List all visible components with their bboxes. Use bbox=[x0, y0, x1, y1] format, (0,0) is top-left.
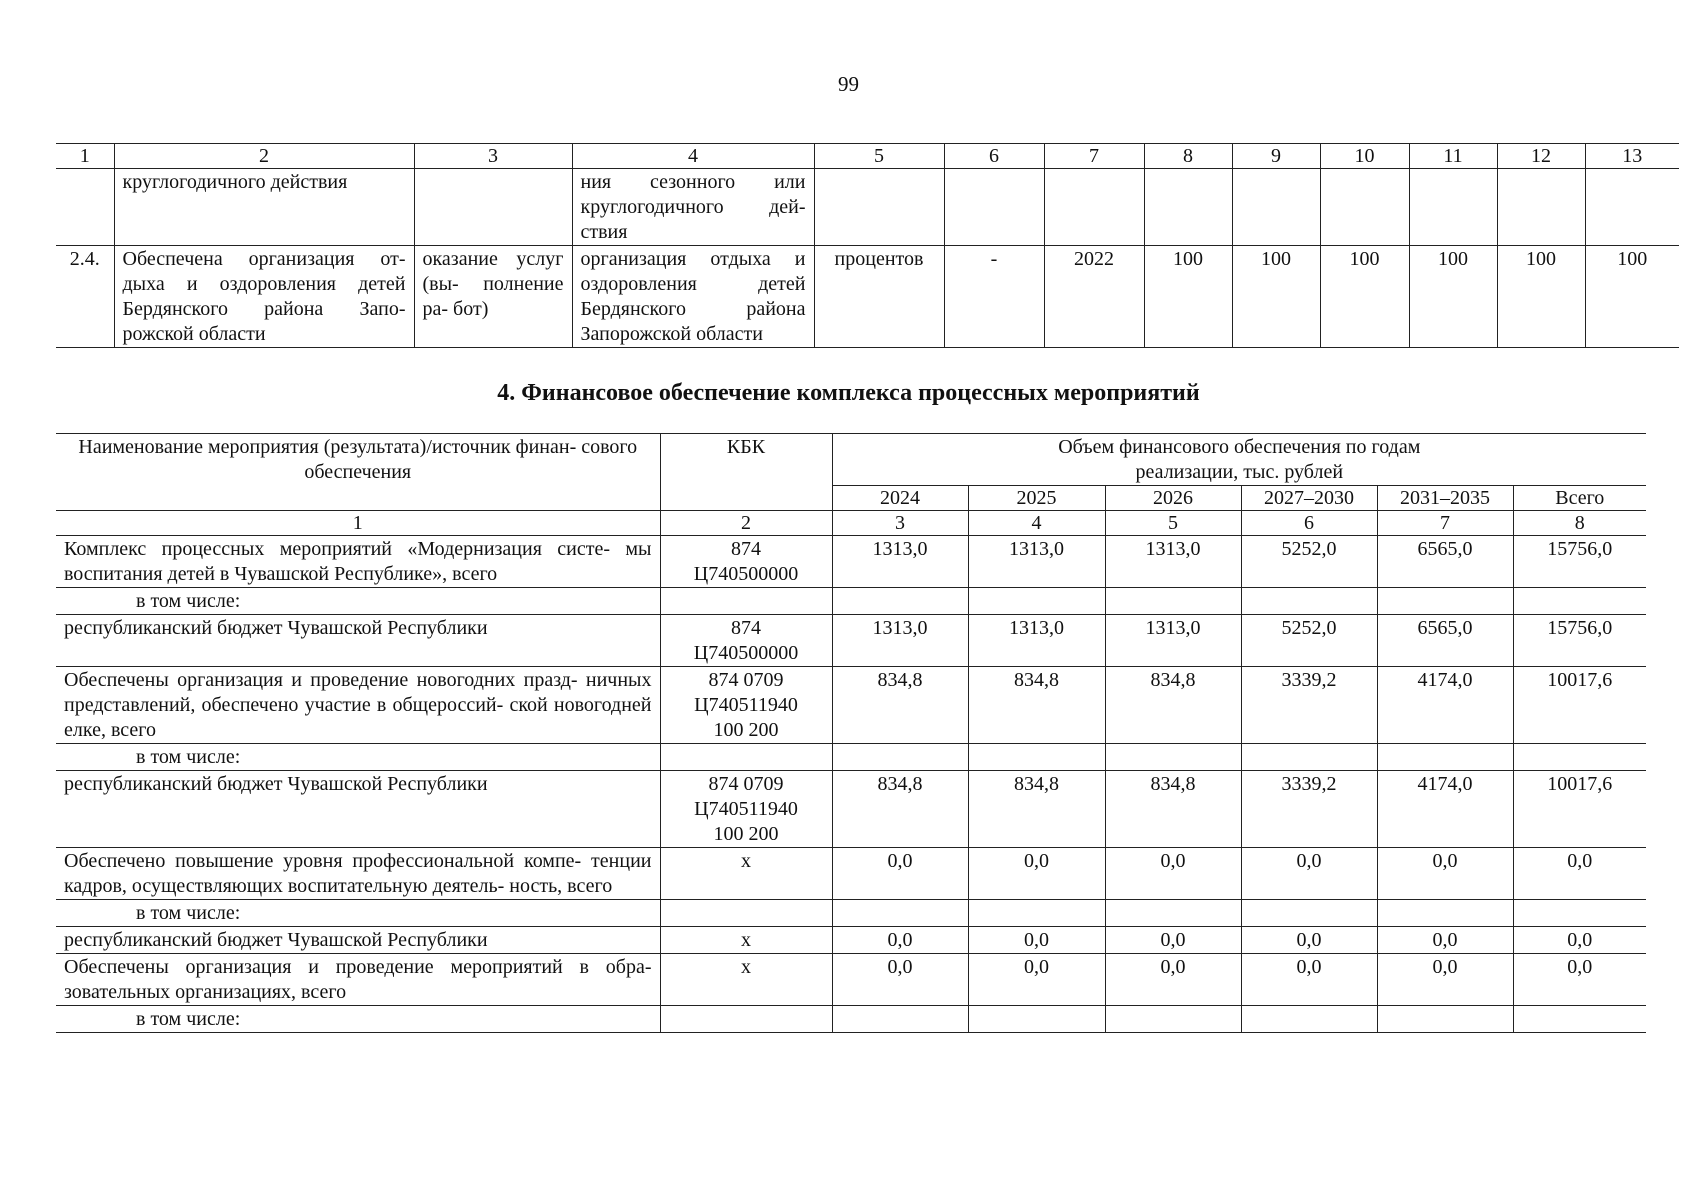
kbk-cell bbox=[660, 848, 832, 900]
column-number-row bbox=[56, 511, 1646, 536]
amount-cell: 4174,0 bbox=[1377, 667, 1513, 744]
amount-cell bbox=[1241, 900, 1377, 927]
amount-cell: 1313,0 bbox=[1105, 536, 1241, 588]
amount-cell bbox=[832, 900, 968, 927]
result-description: организация отдыха и оздоровления детей Бердянского района Запорожской области bbox=[572, 246, 814, 348]
amount-cell bbox=[968, 744, 1105, 771]
amount-cell: 0,0 bbox=[968, 954, 1105, 1006]
value-cell bbox=[1144, 169, 1232, 246]
amount-cell bbox=[1377, 744, 1513, 771]
amount-cell bbox=[1105, 744, 1241, 771]
column-number: 11 bbox=[1409, 144, 1497, 169]
amount-cell bbox=[1513, 744, 1646, 771]
amount-cell bbox=[1105, 1006, 1241, 1033]
kbk-code-line: 874 bbox=[731, 538, 761, 560]
year-header: 2031–2035 bbox=[1377, 486, 1513, 511]
kbk-code-line: х bbox=[741, 956, 751, 978]
header-kbk: КБК bbox=[660, 434, 832, 511]
header-volume: Объем финансового обеспечения по годам реализации, тыс. рублей bbox=[832, 434, 1646, 486]
column-number: 6 bbox=[944, 144, 1044, 169]
column-number: 6 bbox=[1241, 511, 1377, 536]
amount-cell: 1313,0 bbox=[1105, 615, 1241, 667]
page-number: 99 bbox=[838, 72, 859, 96]
activity-name: республиканский бюджет Чувашской Республики bbox=[56, 771, 660, 848]
column-number: 5 bbox=[1105, 511, 1241, 536]
table-row bbox=[56, 536, 1646, 588]
kbk-code-line: Ц740500000 bbox=[693, 642, 799, 664]
amount-cell: 0,0 bbox=[1105, 954, 1241, 1006]
row-number: 2.4. bbox=[56, 246, 114, 348]
value-cell: 100 bbox=[1232, 246, 1320, 348]
column-number: 8 bbox=[1144, 144, 1232, 169]
amount-cell: 3339,2 bbox=[1241, 771, 1377, 848]
activity-name: Комплекс процессных мероприятий «Модернизация систе- мы воспитания детей в Чувашской Республике», всего bbox=[56, 536, 660, 588]
value-cell bbox=[1409, 169, 1497, 246]
kbk-code-line: 874 0709 bbox=[708, 669, 784, 691]
table-row bbox=[56, 771, 1646, 848]
finance-table bbox=[56, 433, 1646, 1033]
result-type: оказание услуг (вы- полнение ра- бот) bbox=[414, 246, 572, 348]
table-row bbox=[56, 615, 1646, 667]
amount-cell: 0,0 bbox=[968, 927, 1105, 954]
table-row bbox=[56, 954, 1646, 1006]
table-row bbox=[56, 246, 1679, 348]
activity-name: республиканский бюджет Чувашской Республики bbox=[56, 615, 660, 667]
table-row bbox=[56, 927, 1646, 954]
amount-cell: 3339,2 bbox=[1241, 667, 1377, 744]
kbk-code-line: 874 bbox=[731, 617, 761, 639]
value-cell: - bbox=[944, 246, 1044, 348]
year-header: 2025 bbox=[968, 486, 1105, 511]
column-number: 12 bbox=[1497, 144, 1585, 169]
kbk-code-line: Ц740511940 bbox=[694, 798, 798, 820]
amount-cell: 15756,0 bbox=[1513, 536, 1646, 588]
amount-cell bbox=[1105, 900, 1241, 927]
table-row bbox=[56, 900, 1646, 927]
amount-cell: 0,0 bbox=[1377, 927, 1513, 954]
amount-cell bbox=[1377, 588, 1513, 615]
header-name: Наименование мероприятия (результата)/источник финан- сового обеспечения bbox=[56, 434, 660, 511]
kbk-cell bbox=[660, 667, 832, 744]
value-cell: 100 bbox=[1585, 246, 1679, 348]
value-cell: 100 bbox=[1409, 246, 1497, 348]
amount-cell: 0,0 bbox=[1513, 954, 1646, 1006]
value-cell bbox=[1497, 169, 1585, 246]
amount-cell: 1313,0 bbox=[968, 536, 1105, 588]
amount-cell bbox=[1377, 900, 1513, 927]
amount-cell bbox=[832, 1006, 968, 1033]
kbk-code-line: 100 200 bbox=[713, 823, 779, 845]
result-type bbox=[414, 169, 572, 246]
amount-cell: 0,0 bbox=[1105, 848, 1241, 900]
kbk-code-line: 874 0709 bbox=[708, 773, 784, 795]
amount-cell bbox=[832, 588, 968, 615]
amount-cell: 834,8 bbox=[832, 771, 968, 848]
amount-cell bbox=[1105, 588, 1241, 615]
kbk-code-line: 100 200 bbox=[713, 719, 779, 741]
kbk-code-line: Ц740511940 bbox=[694, 694, 798, 716]
value-cell bbox=[1585, 169, 1679, 246]
amount-cell bbox=[832, 744, 968, 771]
column-number: 5 bbox=[814, 144, 944, 169]
value-cell: 100 bbox=[1320, 246, 1409, 348]
amount-cell: 10017,6 bbox=[1513, 667, 1646, 744]
amount-cell bbox=[968, 1006, 1105, 1033]
column-number: 4 bbox=[968, 511, 1105, 536]
header-row bbox=[56, 434, 1646, 486]
column-number: 3 bbox=[832, 511, 968, 536]
kbk-code-line: Ц740500000 bbox=[693, 563, 799, 585]
amount-cell: 10017,6 bbox=[1513, 771, 1646, 848]
column-number: 7 bbox=[1377, 511, 1513, 536]
column-number: 8 bbox=[1513, 511, 1646, 536]
unit-cell: процентов bbox=[814, 246, 944, 348]
kbk-cell bbox=[660, 954, 832, 1006]
amount-cell: 0,0 bbox=[1241, 927, 1377, 954]
amount-cell bbox=[1241, 1006, 1377, 1033]
column-number: 1 bbox=[56, 144, 114, 169]
amount-cell: 0,0 bbox=[1241, 848, 1377, 900]
finance-body bbox=[56, 536, 1646, 1033]
value-cell bbox=[1320, 169, 1409, 246]
column-number: 13 bbox=[1585, 144, 1679, 169]
column-number-row bbox=[56, 144, 1679, 169]
column-number: 7 bbox=[1044, 144, 1144, 169]
amount-cell: 6565,0 bbox=[1377, 536, 1513, 588]
subtotal-label: в том числе: bbox=[56, 588, 660, 615]
kbk-code-line: х bbox=[741, 850, 751, 872]
amount-cell: 4174,0 bbox=[1377, 771, 1513, 848]
activity-name: республиканский бюджет Чувашской Республики bbox=[56, 927, 660, 954]
amount-cell: 1313,0 bbox=[968, 615, 1105, 667]
subtotal-label: в том числе: bbox=[56, 744, 660, 771]
amount-cell: 0,0 bbox=[968, 848, 1105, 900]
amount-cell: 0,0 bbox=[1241, 954, 1377, 1006]
activity-name: Обеспечены организация и проведение мероприятий в обра- зовательных организациях, всего bbox=[56, 954, 660, 1006]
column-number: 2 bbox=[114, 144, 414, 169]
amount-cell: 834,8 bbox=[968, 667, 1105, 744]
column-number: 4 bbox=[572, 144, 814, 169]
kbk-cell bbox=[660, 771, 832, 848]
activity-name: Обеспечены организация и проведение новогодних празд- ничных представлений, обеспечено участие в общероссий- ской новогодней елке, всего bbox=[56, 667, 660, 744]
indicators-table bbox=[56, 143, 1679, 348]
subtotal-label: в том числе: bbox=[56, 1006, 660, 1033]
value-cell: 100 bbox=[1497, 246, 1585, 348]
result-name: Обеспечена организация от- дыха и оздоровления детей Бердянского района Запо- рожской области bbox=[114, 246, 414, 348]
year-header: 2026 bbox=[1105, 486, 1241, 511]
activity-name: Обеспечено повышение уровня профессиональной компе- тенции кадров, осуществляющих воспитательную деятель- ность, всего bbox=[56, 848, 660, 900]
amount-cell: 5252,0 bbox=[1241, 536, 1377, 588]
amount-cell bbox=[1241, 588, 1377, 615]
amount-cell bbox=[1513, 900, 1646, 927]
year-header: 2024 bbox=[832, 486, 968, 511]
subtotal-label: в том числе: bbox=[56, 900, 660, 927]
column-number: 9 bbox=[1232, 144, 1320, 169]
kbk-cell bbox=[660, 536, 832, 588]
value-cell bbox=[1044, 169, 1144, 246]
amount-cell: 834,8 bbox=[1105, 667, 1241, 744]
table-row bbox=[56, 848, 1646, 900]
value-cell bbox=[1232, 169, 1320, 246]
amount-cell: 0,0 bbox=[832, 927, 968, 954]
result-description: ния сезонного или круглогодичного дей- ствия bbox=[572, 169, 814, 246]
value-cell bbox=[944, 169, 1044, 246]
amount-cell: 0,0 bbox=[832, 954, 968, 1006]
kbk-cell bbox=[660, 744, 832, 771]
amount-cell: 0,0 bbox=[1377, 848, 1513, 900]
amount-cell bbox=[1513, 588, 1646, 615]
unit-cell bbox=[814, 169, 944, 246]
amount-cell bbox=[1377, 1006, 1513, 1033]
amount-cell: 834,8 bbox=[832, 667, 968, 744]
amount-cell bbox=[968, 588, 1105, 615]
amount-cell: 834,8 bbox=[968, 771, 1105, 848]
amount-cell bbox=[968, 900, 1105, 927]
value-cell: 100 bbox=[1144, 246, 1232, 348]
amount-cell: 15756,0 bbox=[1513, 615, 1646, 667]
amount-cell: 1313,0 bbox=[832, 615, 968, 667]
table-row bbox=[56, 1006, 1646, 1033]
table-row bbox=[56, 588, 1646, 615]
result-name: круглогодичного действия bbox=[114, 169, 414, 246]
table-row bbox=[56, 667, 1646, 744]
amount-cell: 834,8 bbox=[1105, 771, 1241, 848]
table-row bbox=[56, 744, 1646, 771]
kbk-code-line: х bbox=[741, 929, 751, 951]
row-number bbox=[56, 169, 114, 246]
kbk-cell bbox=[660, 1006, 832, 1033]
amount-cell: 0,0 bbox=[1513, 927, 1646, 954]
amount-cell: 0,0 bbox=[1105, 927, 1241, 954]
amount-cell: 0,0 bbox=[832, 848, 968, 900]
column-number: 2 bbox=[660, 511, 832, 536]
column-number: 10 bbox=[1320, 144, 1409, 169]
kbk-cell bbox=[660, 927, 832, 954]
column-number: 1 bbox=[56, 511, 660, 536]
table-row bbox=[56, 169, 1679, 246]
kbk-cell bbox=[660, 615, 832, 667]
year-header: Всего bbox=[1513, 486, 1646, 511]
amount-cell: 5252,0 bbox=[1241, 615, 1377, 667]
amount-cell bbox=[1241, 744, 1377, 771]
kbk-cell bbox=[660, 588, 832, 615]
amount-cell bbox=[1513, 1006, 1646, 1033]
section-title: 4. Финансовое обеспечение комплекса процессных мероприятий bbox=[497, 380, 1200, 406]
amount-cell: 0,0 bbox=[1377, 954, 1513, 1006]
value-cell: 2022 bbox=[1044, 246, 1144, 348]
amount-cell: 1313,0 bbox=[832, 536, 968, 588]
kbk-cell bbox=[660, 900, 832, 927]
column-number: 3 bbox=[414, 144, 572, 169]
amount-cell: 6565,0 bbox=[1377, 615, 1513, 667]
amount-cell: 0,0 bbox=[1513, 848, 1646, 900]
year-header: 2027–2030 bbox=[1241, 486, 1377, 511]
